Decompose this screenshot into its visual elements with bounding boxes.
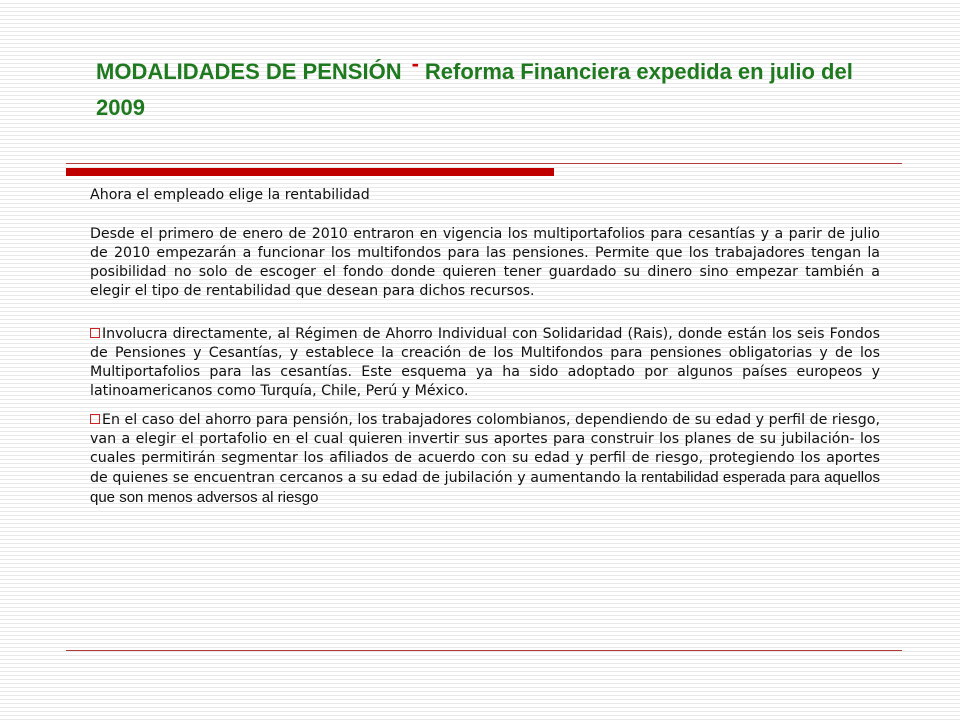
bottom-divider bbox=[66, 650, 902, 651]
lead-paragraph: Ahora el empleado elige la rentabilidad bbox=[90, 187, 370, 203]
title-sub: Reforma Financiera expedida en julio del 2009 bbox=[96, 59, 853, 120]
bullet-text: Involucra directamente, al Régimen de Ahorro Individual con Solidaridad (Rais), donde están los seis Fondos de Pensiones y Cesantías, y establece la creación de los Multifondos para pensiones obligatorias y de los Multiportafolios para las cesantías. Este esquema ya ha sido adoptado por algunos países europeos y latinoamericanos como Turquía, Chile, Perú y México. bbox=[90, 326, 880, 399]
bullet-item bbox=[90, 411, 880, 508]
top-divider bbox=[66, 163, 902, 164]
square-bullet-icon bbox=[90, 414, 100, 424]
title-dash: - bbox=[411, 51, 419, 76]
slide-title bbox=[96, 51, 856, 126]
title-main: MODALIDADES DE PENSIÓN bbox=[96, 59, 402, 84]
body-paragraph: Desde el primero de enero de 2010 entraron en vigencia los multiportafolios para cesantías y a parir de julio de 2010 empezarán a funcionar los multifondos para las pensiones. Permite que los trabajadores tengan la posibilidad no solo de escoger el fondo donde quieren tener guardado su dinero sino empezar también a elegir el tipo de rentabilidad que desean para dichos recursos. bbox=[90, 226, 880, 299]
square-bullet-icon bbox=[90, 328, 100, 338]
bullet-text: En el caso del ahorro para pensión, los trabajadores colombianos, dependiendo de su edad y perfil de riesgo, van a elegir el portafolio en el cual quieren invertir sus aportes para construir los planes de su jubilación- los cuales permitirán segmentar los afiliados de acuerdo con su edad y perfil de riesgo, protegiendo los aportes de quienes se encuentran cercanos a su edad de jubilación y aumentando bbox=[90, 412, 880, 486]
bullet-item bbox=[90, 325, 880, 401]
bullet-text-tail: la rentabilidad esperada para aquellos que son menos adversos al riesgo bbox=[90, 469, 880, 506]
slide-content bbox=[90, 186, 880, 518]
red-accent-bar bbox=[66, 168, 554, 176]
